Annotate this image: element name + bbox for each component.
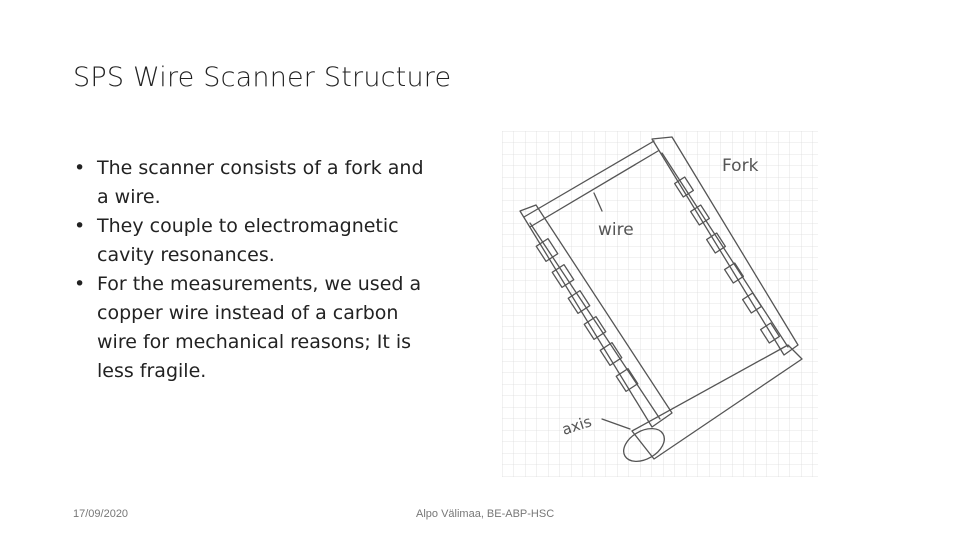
grid-paper xyxy=(502,131,818,477)
bullet-item xyxy=(74,154,424,212)
bullet-item xyxy=(74,212,424,270)
axis-label: axis xyxy=(559,412,594,439)
bullet-text: They couple to electromagnetic cavity resonances. xyxy=(97,215,399,266)
bullet-item xyxy=(74,270,424,386)
bullet-dot: • xyxy=(74,157,86,179)
slide-title: SPS Wire Scanner Structure xyxy=(73,62,452,93)
wire-label: wire xyxy=(598,220,634,240)
footer-date: 17/09/2020 xyxy=(73,508,129,520)
fork-label: Fork xyxy=(722,156,759,176)
bullet-text: The scanner consists of a fork and a wire. xyxy=(97,157,424,208)
bullet-text: For the measurements, we used a copper wire instead of a carbon wire for mechanical reasons; It is less fragile. xyxy=(97,273,422,382)
bullet-dot: • xyxy=(74,215,86,237)
footer-author: Alpo Välimaa, BE-ABP-HSC xyxy=(416,508,555,520)
bullet-dot: • xyxy=(74,273,86,295)
wire-scanner-sketch xyxy=(502,131,818,477)
bullet-list xyxy=(74,154,424,386)
